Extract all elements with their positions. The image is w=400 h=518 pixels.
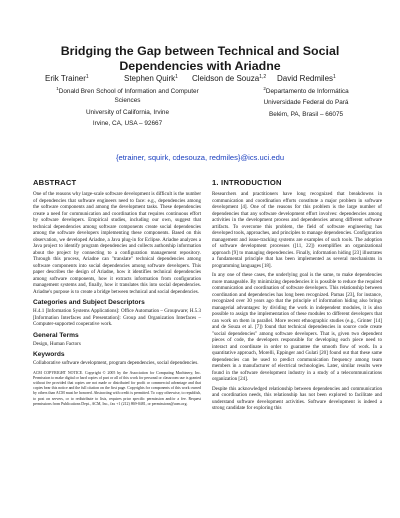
- title-line-1: Bridging the Gap between Technical and Social: [60, 44, 340, 58]
- abstract-heading: ABSTRACT: [33, 178, 77, 187]
- affiliation-ufpa: $^2$Departamento de Informática Universidade Federal do Pará Belém, PA, Brasil – 66075: [263, 86, 349, 118]
- introduction-paragraph: In any one of these cases, the underlying goal is the same, to make dependencies more manageable. By minimizing dependencies it is possible to reduce the required communication and coordination of software developers. This relationship between coordination and dependencies has long been recognized. Parnas [23], for instance, recognized over 30 years ago that the principle of information hiding also brings managerial advantages: by dividing the work in independent modules, it is also possible to assign the implementation of these modules to different developers that can work on them in parallel. More recent ethnographic studies (e.g., Grinter [14] and de Souza et al. [7]) found that technical dependencies in source code create "social dependencies" among software developers. That is, given two dependent pieces of code, the developers responsible for developing each piece need to interact and coordinate in order to guarantee the smooth flow of work. In a quantitative approach, Morelli, Eppinger and Gulati [20] found out that these same dependencies can be used to predict communication frequency among team members in a manufacturer of electrical technologies. Later, similar results were found in the software development industry in a study of a telecommunications organization [24].: [212, 272, 382, 382]
- affiliation-uci: $^1$Donald Bren School of Information and Computer Sciences University of California, Irvine Irvine, CA, USA – 92667: [56, 86, 199, 128]
- author-name: Erik Trainer$^1$: [45, 74, 89, 83]
- general-terms-text: Design, Human Factors: [33, 340, 81, 347]
- title-line-2: Dependencies with Ariadne: [119, 59, 281, 73]
- categories-text: H.4.1 [Information Systems Applications]: Office Automation – Groupware; H.5.3 [Information Interfaces and Presentation]: Group and Organization Interfaces – Computer-supported cooperative work.: [33, 308, 201, 327]
- introduction-paragraph: Despite this acknowledged relationship between dependencies and communication and coordination needs, this relationship has not been explored to facilitate and understand software development activities. Software development is indeed a strong candidate for exploring this: [212, 385, 382, 411]
- copyright-notice: ACM COPYRIGHT NOTICE. Copyright © 2005 by the Association for Computing Machinery, Inc. Permission to make digital or hard copies of part or all of this work for personal or classroom use is granted without fee provided that copies are not made or distributed for profit or commercial advantage and that copies bear this notice and the full citation on the first page. Copyrights for components of this work owned by others than ACM must be honored. Abstracting with credit is permitted. To copy otherwise, to republish, to post on servers, or to redistribute to lists, requires prior specific permission and/or a fee. Request permissions from Publications Dept., ACM, Inc., fax +1 (212) 869-0481, or permissions@acm.org.: [33, 370, 201, 406]
- author-name: David Redmiles$^1$: [277, 74, 336, 83]
- author-name: Stephen Quirk$^1$: [124, 74, 178, 83]
- keywords-text: Collaborative software development, program dependencies, social dependencies.: [33, 360, 199, 366]
- general-terms-heading: General Terms: [33, 331, 79, 339]
- introduction-heading: 1. INTRODUCTION: [212, 178, 282, 187]
- paper-title: [0, 44, 400, 74]
- author-name: Cleidson de Souza$^{1,2}$: [192, 74, 267, 83]
- right-column: [212, 175, 382, 415]
- abstract-text: One of the reasons why large-scale software development is difficult is the number of dependencies that software engineers need to face: e.g., dependencies among the software components and among the development tasks. These dependencies create a need for communication and coordination that requires continuous effort by software developers. Empirical studies, including our own, suggest that technical dependencies among software components create social dependencies among the software developers implementing these components. Based on this observation, we developed Ariadne, a Java plug-in for Eclipse. Ariadne analyzes a Java project to identify program dependencies and collects authorship information about the project by connecting to a configuration management repository. Through this process, Ariadne can "translate" technical dependencies among software components into social dependencies among software developers. This paper describes the design of Ariadne, how it identifies technical dependencies among software components, how it extracts information from configuration management systems and, finally, how it translates this into social dependencies. Ariadne's purpose is to create a bridge between technical and social dependencies.: [33, 191, 201, 295]
- email-list[interactable]: {etrainer, squirk, cdesouza, redmiles}@ics.uci.edu: [115, 153, 285, 162]
- categories-heading: Categories and Subject Descriptors: [33, 299, 145, 306]
- keywords-heading: Keywords: [33, 351, 65, 358]
- introduction-paragraph: Researchers and practitioners have long recognized that breakdowns in communication and coordination efforts constitute a major problem in software development [4]. One of the reasons for this problem is the large number of dependencies that any software development effort involves: dependencies among activities in the development process and dependencies among different software artifacts. To overcome this problem, the field of software engineering has developed tools, approaches, and principles to manage dependencies. Configuration management and issue-tracking systems are examples of such tools. The adoption of software development processes ([11, 22]) exemplifies an organizational approach [9] to managing dependencies. Finally, information hiding [23] illustrates a fundamental principle that has been implemented as several mechanisms in programming languages [18].: [212, 191, 382, 269]
- author-emails: [0, 153, 400, 162]
- left-column: [33, 175, 201, 407]
